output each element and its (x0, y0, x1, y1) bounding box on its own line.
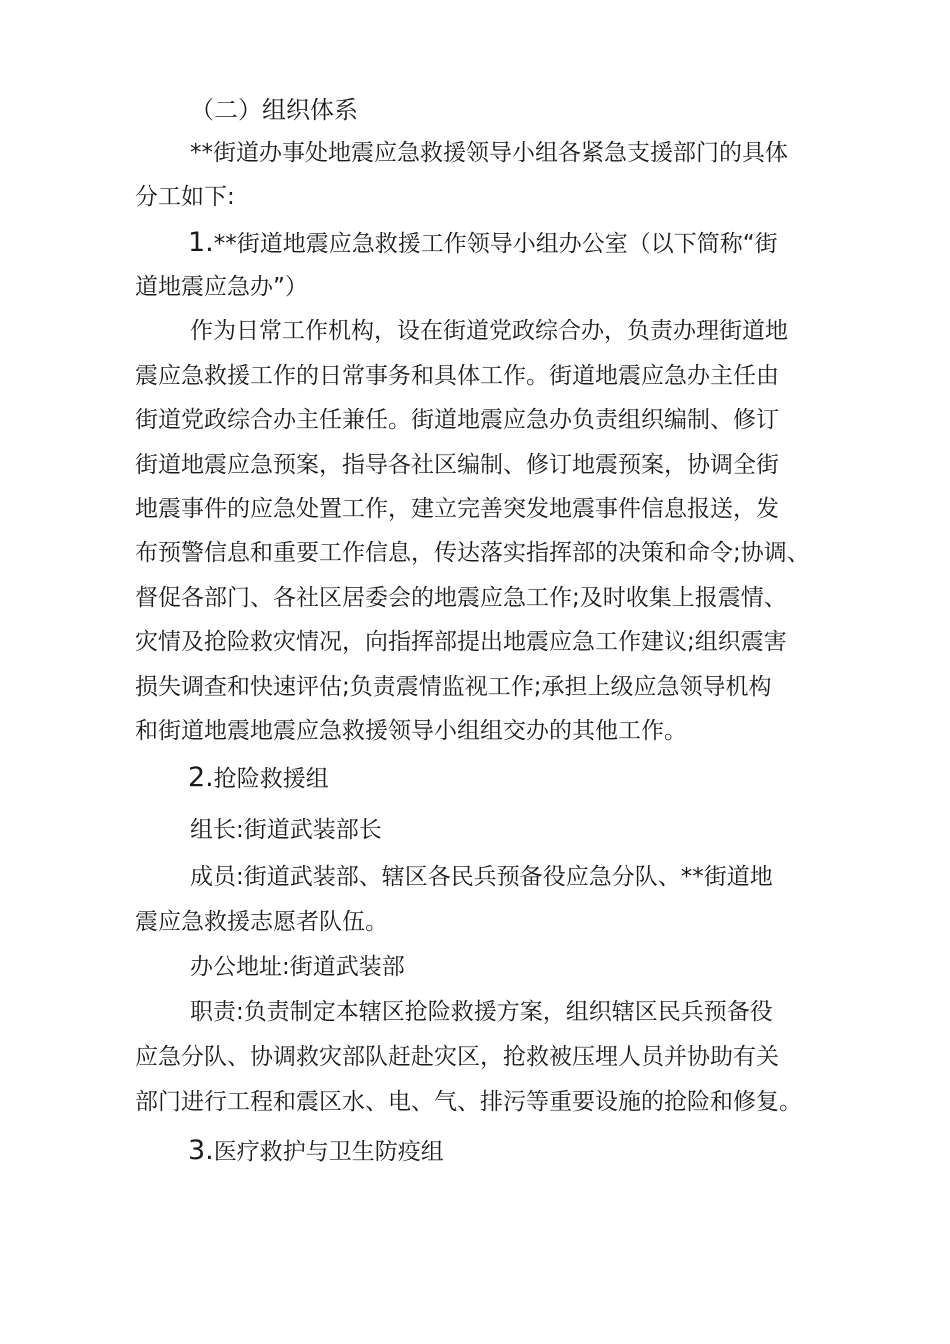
body-line: 地震事件的应急处置工作，建立完善突发地震事件信息报送，发 (135, 496, 779, 522)
item2-heading-text: 抢险救援组 (213, 766, 329, 792)
intro-line: 分工如下: (135, 184, 235, 210)
item3-heading (188, 1136, 444, 1167)
item2-address: 办公地址:街道武装部 (190, 954, 405, 980)
item2-duties: 部门进行工程和震区水、电、气、排污等重要设施的抢险和修复。 (135, 1089, 802, 1115)
body-line: 作为日常工作机构，设在街道党政综合办，负责办理街道地 (190, 318, 788, 344)
intro-line: **街道办事处地震应急救援领导小组各紧急支援部门的具体 (190, 140, 788, 166)
body-line: 灾情及抢险救灾情况，向指挥部提出地震应急工作建议;组织震害 (135, 629, 787, 655)
item2-number: 2. (188, 762, 214, 793)
body-line: 街道地震应急预案，指导各社区编制、修订地震预案，协调全街 (135, 452, 779, 478)
item2-members: 成员:街道武装部、辖区各民兵预备役应急分队、**街道地 (190, 864, 773, 890)
item2-leader: 组长:街道武装部长 (190, 817, 382, 843)
body-line: 督促各部门、各社区居委会的地震应急工作;及时收集上报震情、 (135, 585, 787, 611)
item2-heading (188, 763, 329, 794)
body-line: 和街道地震地震应急救援领导小组组交办的其他工作。 (135, 718, 687, 744)
item3-number: 3. (188, 1135, 214, 1166)
item1-heading (188, 228, 778, 259)
section-title: （二）组织体系 (190, 96, 358, 124)
item1-heading-line: 道地震应急办”） (135, 274, 308, 300)
item1-number: 1. (188, 227, 214, 258)
item2-members: 震应急救援志愿者队伍。 (135, 909, 388, 935)
body-line: 震应急救援工作的日常事务和具体工作。街道地震应急办主任由 (135, 363, 779, 389)
body-line: 街道党政综合办主任兼任。街道地震应急办负责组织编制、修订 (135, 407, 779, 433)
item1-heading-text: **街道地震应急救援工作领导小组办公室（以下简称“街 (213, 231, 778, 257)
item2-duties: 职责:负责制定本辖区抢险救援方案，组织辖区民兵预备役 (190, 999, 773, 1025)
body-line: 布预警信息和重要工作信息，传达落实指挥部的决策和命令;协调、 (135, 540, 810, 566)
item2-duties: 应急分队、协调救灾部队赶赴灾区，抢救被压埋人员并协助有关 (135, 1044, 779, 1070)
body-line: 损失调查和快速评估;负责震情监视工作;承担上级应急领导机构 (135, 674, 772, 700)
item3-heading-text: 医疗救护与卫生防疫组 (213, 1139, 444, 1165)
